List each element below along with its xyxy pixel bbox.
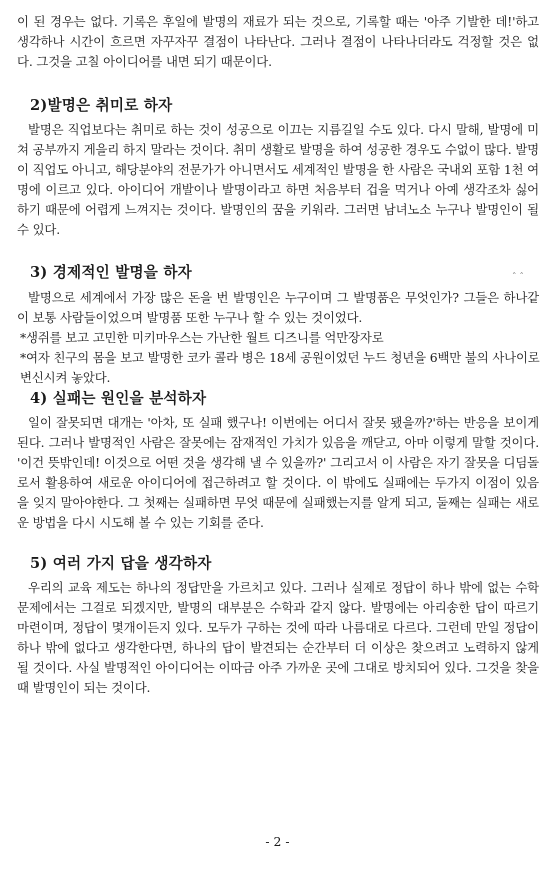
- section-heading-economic: 3) 경제적인 발명을 하자: [30, 264, 192, 281]
- scan-speck-mark: ˆ ˆ: [512, 273, 524, 283]
- section-heading-failure: 4) 실패는 원인을 분석하자: [30, 390, 207, 407]
- section-heading-many-answers: 5) 여러 가지 답을 생각하자: [30, 555, 212, 572]
- section-paragraph-failure: 일이 잘못되면 대개는 '아차, 또 실패 했구나! 이번에는 어디서 잘못 됐을까?'하는 반응을 보이게 된다. 그러나 발명적인 사람은 잘못에는 잠재적인 가치가 있음을 깨닫고, 아마 이렇게 말할 것이다. '이건 뜻밖인데! 이것으로 어떤 것을 생각해 낼 수 있을까?' 그리고서 이 사람은 자기 잘못을 디딤돌로서 활용하여 새로운 아이디어에 접근하려고 할 것이다. 이 밖에도 실패에는 두가지 이점이 있음을 잊지 말아야한다. 그 첫째는 실패하면 무엇 때문에 실패했는지를 알게 되고, 둘째는 실패는 새로운 방법을 다시 시도해 볼 수 있는 기회를 준다.: [17, 415, 539, 530]
- intro-paragraph: 이 된 경우는 없다. 기록은 후일에 발명의 재료가 되는 것으로, 기록할 때는 '아주 기발한 데!'하고 생각하나 시간이 흐르면 자꾸자꾸 결점이 나타난다. 그러나 결점이 나타나더라도 걱정할 것은 없다. 그것을 고칠 아이디어를 내면 되기 때문이다.: [17, 14, 539, 69]
- economic-example-note-mickey: *생쥐를 보고 고민한 미키마우스는 가난한 월트 디즈니를 억만장자로: [20, 330, 384, 345]
- economic-example-note-cocacola: *여자 친구의 몸을 보고 발명한 코카 콜라 병은 18세 공원이었던 누드 청년을 6백만 불의 사나이로 변신시켜 놓았다.: [20, 350, 540, 385]
- page-number: - 2 -: [265, 834, 290, 849]
- section-paragraph-many-answers: 우리의 교육 제도는 하나의 정답만을 가르치고 있다. 그러나 실제로 정답이 하나 밖에 없는 수학 문제에서는 그걸로 되겠지만, 발명의 대부분은 수학과 같지 않다. 발명에는 아리송한 답이 따르기 마련이며, 정답이 몇개이든지 있다. 모두가 구하는 것에 따라 나름대로 다르다. 그런데 만일 정답이 하나 밖에 없다고 생각한다면, 하나의 답이 발견되는 순간부터 더 이상은 찾으려고 노력하지 않게 될 것이다. 사실 발명적인 아이디어는 이따금 아주 가까운 곳에 그대로 방치되어 있다. 그것을 찾을 때 발명인이 되는 것이다.: [17, 580, 539, 695]
- section-paragraph-hobby: 발명은 직업보다는 취미로 하는 것이 성공으로 이끄는 지름길일 수도 있다. 다시 말해, 발명에 미쳐 공부까지 게을리 하지 말라는 것이다. 취미 생활로 발명을 하여 성공한 경우도 수없이 많다. 발명이 직업도 아니고, 해당분야의 전문가가 아니면서도 세계적인 발명을 한 사람은 국내외 포함 1천 여명에 이르고 있다. 아이디어 개발이나 발명이라고 하면 처음부터 겁을 먹거나 아예 생각조차 싫어하기 때문에 어렵게 느껴지는 것이다. 발명인의 꿈을 키워라. 그러면 남녀노소 누구나 발명인이 될 수 있다.: [17, 122, 539, 237]
- section-heading-hobby: 2)발명은 취미로 하자: [30, 97, 173, 114]
- section-paragraph-economic: 발명으로 세계에서 가장 많은 돈을 번 발명인은 누구이며 그 발명품은 무엇인가? 그들은 하나같이 보통 사람들이었으며 발명품 또한 누구나 할 수 있는 것이었다.: [17, 290, 539, 325]
